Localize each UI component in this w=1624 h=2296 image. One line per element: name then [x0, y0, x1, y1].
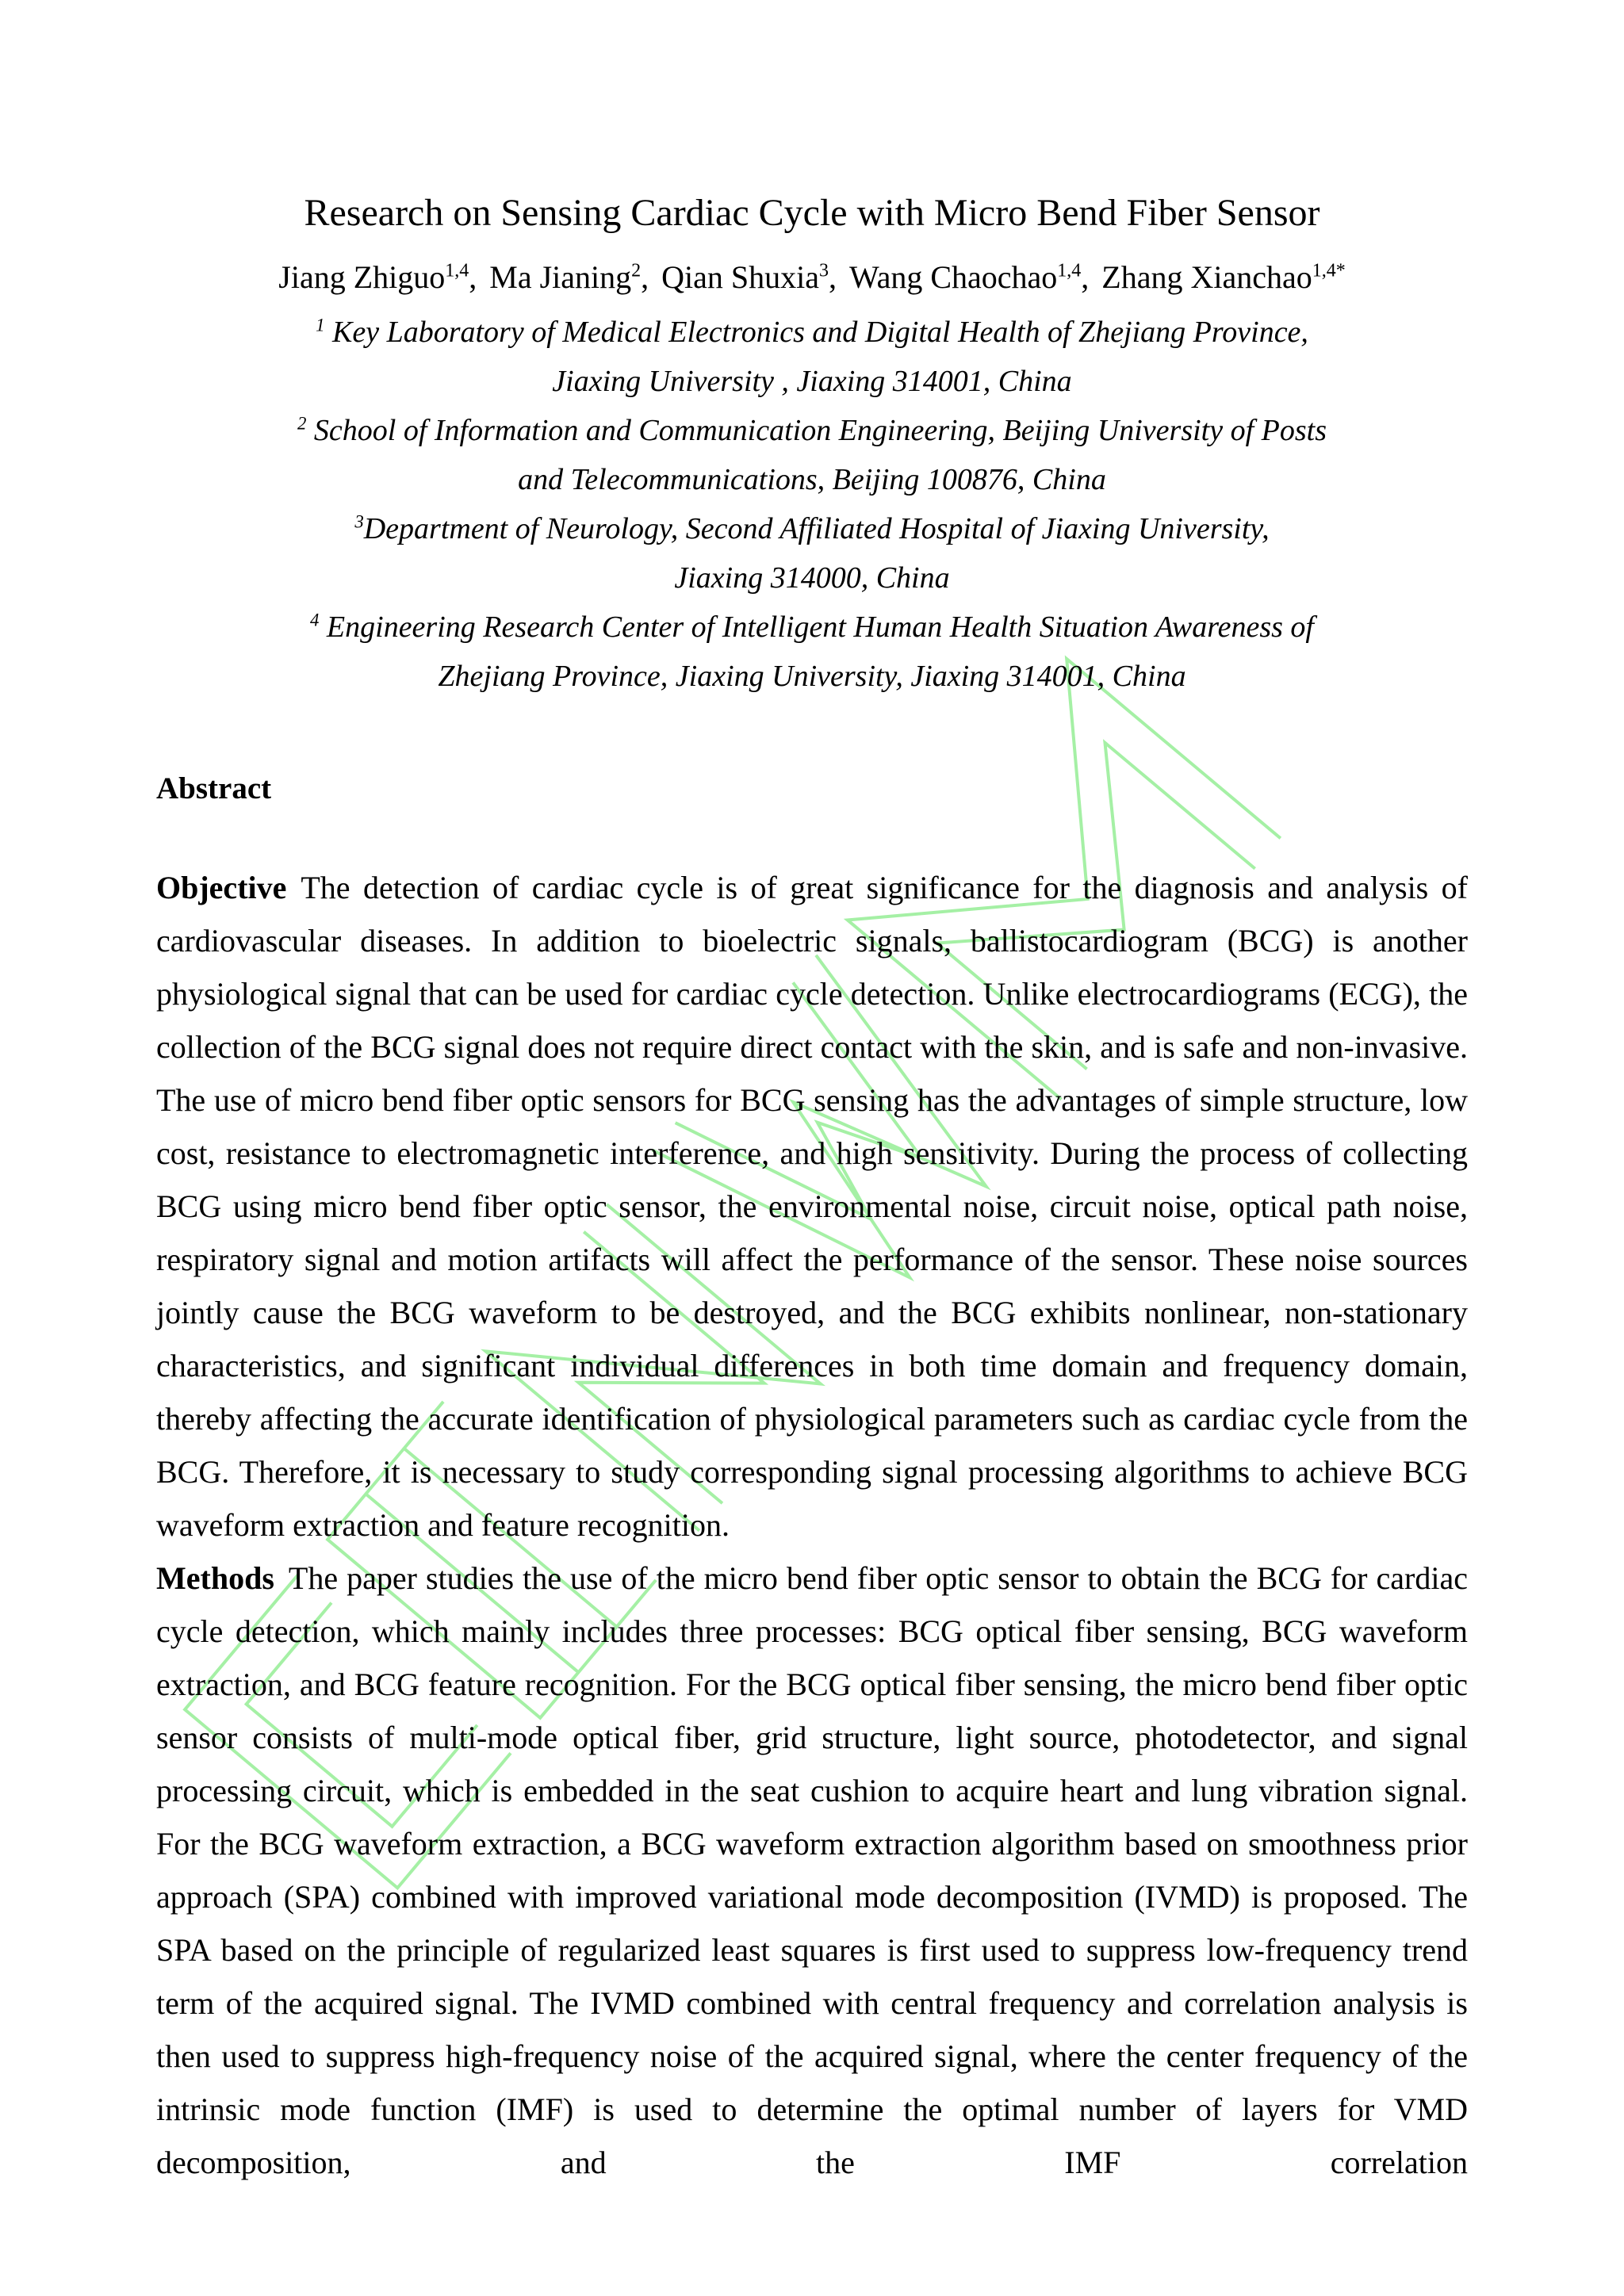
affiliation-line: Zhejiang Province, Jiaxing University, Jiaxing 314001, China: [438, 660, 1186, 693]
abstract-body: [156, 861, 1468, 2189]
authors-line: [156, 257, 1468, 298]
abstract-heading: Abstract: [156, 771, 272, 806]
paragraph-lead-label: Methods: [156, 1560, 274, 1596]
author-superscript: 1,4: [1057, 260, 1082, 281]
affiliation-superscript: 4: [310, 610, 320, 630]
author-superscript: 1,4: [445, 260, 469, 281]
author-name: Zhang Xianchao: [1101, 259, 1312, 295]
affiliation-superscript: 3: [354, 511, 364, 532]
author-separator: ,: [1081, 259, 1090, 295]
affiliation-superscript: 1: [316, 315, 325, 335]
affiliation-line: $^2$ School of Information and Communication Engineering, Beijing University of Posts: [297, 413, 1327, 447]
author-separator: ,: [641, 259, 649, 295]
author-name: Wang Chaochao: [849, 259, 1058, 295]
author-superscript: 1,4*: [1312, 260, 1346, 281]
abstract-paragraph: Objective The detection of cardiac cycle is of great significance for the diagnosis and analysis of cardiovascular diseases. In addition to bioelectric signals, ballistocardiogram (BCG) is another physiological signal that can be used for cardiac cycle detection. Unlike electrocardiograms (ECG), the collection of the BCG signal does not require direct contact with the skin, and is safe and non-invasive. The use of micro bend fiber optic sensors for BCG sensing has the advantages of simple structure, low cost, resistance to electromagnetic interference, and high sensitivity. During the process of collecting BCG using micro bend fiber optic sensor, the environmental noise, circuit noise, optical path noise, respiratory signal and motion artifacts will affect the performance of the sensor. These noise sources jointly cause the BCG waveform to be destroyed, and the BCG exhibits nonlinear, non-stationary characteristics, and significant individual differences in both time domain and frequency domain, thereby affecting the accurate identification of physiological parameters such as cardiac cycle from the BCG. Therefore, it is necessary to study corresponding signal processing algorithms to achieve BCG waveform extraction and feature recognition.: [156, 870, 1468, 1543]
affiliation-line: $^4$ Engineering Research Center of Intelligent Human Health Situation Awareness of: [310, 610, 1314, 644]
affiliation-line: $^3$Department of Neurology, Second Affiliated Hospital of Jiaxing University,: [354, 511, 1270, 545]
abstract-paragraph: Methods The paper studies the use of the micro bend fiber optic sensor to obtain the BCG for cardiac cycle detection, which mainly includes three processes: BCG optical fiber sensing, BCG waveform extraction, and BCG feature recognition. For the BCG optical fiber sensing, the micro bend fiber optic sensor consists of multi-mode optical fiber, grid structure, light source, photodetector, and signal processing circuit, which is embedded in the seat cushion to acquire heart and lung vibration signal. For the BCG waveform extraction, a BCG waveform extraction algorithm based on smoothness prior approach (SPA) combined with improved variational mode decomposition (IVMD) is proposed. The SPA based on the principle of regularized least squares is first used to suppress low-frequency trend term of the acquired signal. The IVMD combined with central frequency and correlation analysis is then used to suppress high-frequency noise of the acquired signal, where the center frequency of the intrinsic mode function (IMF) is used to determine the optimal number of layers for VMD decomposition, and the IMF correlation: [156, 1560, 1468, 2180]
paper-title: Research on Sensing Cardiac Cycle with Micro Bend Fiber Sensor: [304, 192, 1320, 234]
affiliation-superscript: 2: [297, 413, 307, 434]
affiliations: [156, 308, 1468, 701]
affiliation-line: $^1$ Key Laboratory of Medical Electronics and Digital Health of Zhejiang Province,: [316, 315, 1308, 349]
author-name: Jiang Zhiguo: [278, 259, 446, 295]
author-separator: ,: [829, 259, 837, 295]
affiliation-line: Jiaxing University , Jiaxing 314001, China: [552, 365, 1072, 398]
affiliation-line: Jiaxing 314000, China: [674, 561, 950, 595]
affiliation-line: and Telecommunications, Beijing 100876, China: [518, 463, 1106, 496]
author-superscript: 3: [819, 260, 829, 281]
author-name: Qian Shuxia: [661, 259, 820, 295]
author-superscript: 2: [631, 260, 642, 281]
author-name: Ma Jianing: [489, 259, 632, 295]
author-separator: ,: [469, 259, 477, 295]
paragraph-lead-label: Objective: [156, 870, 287, 905]
